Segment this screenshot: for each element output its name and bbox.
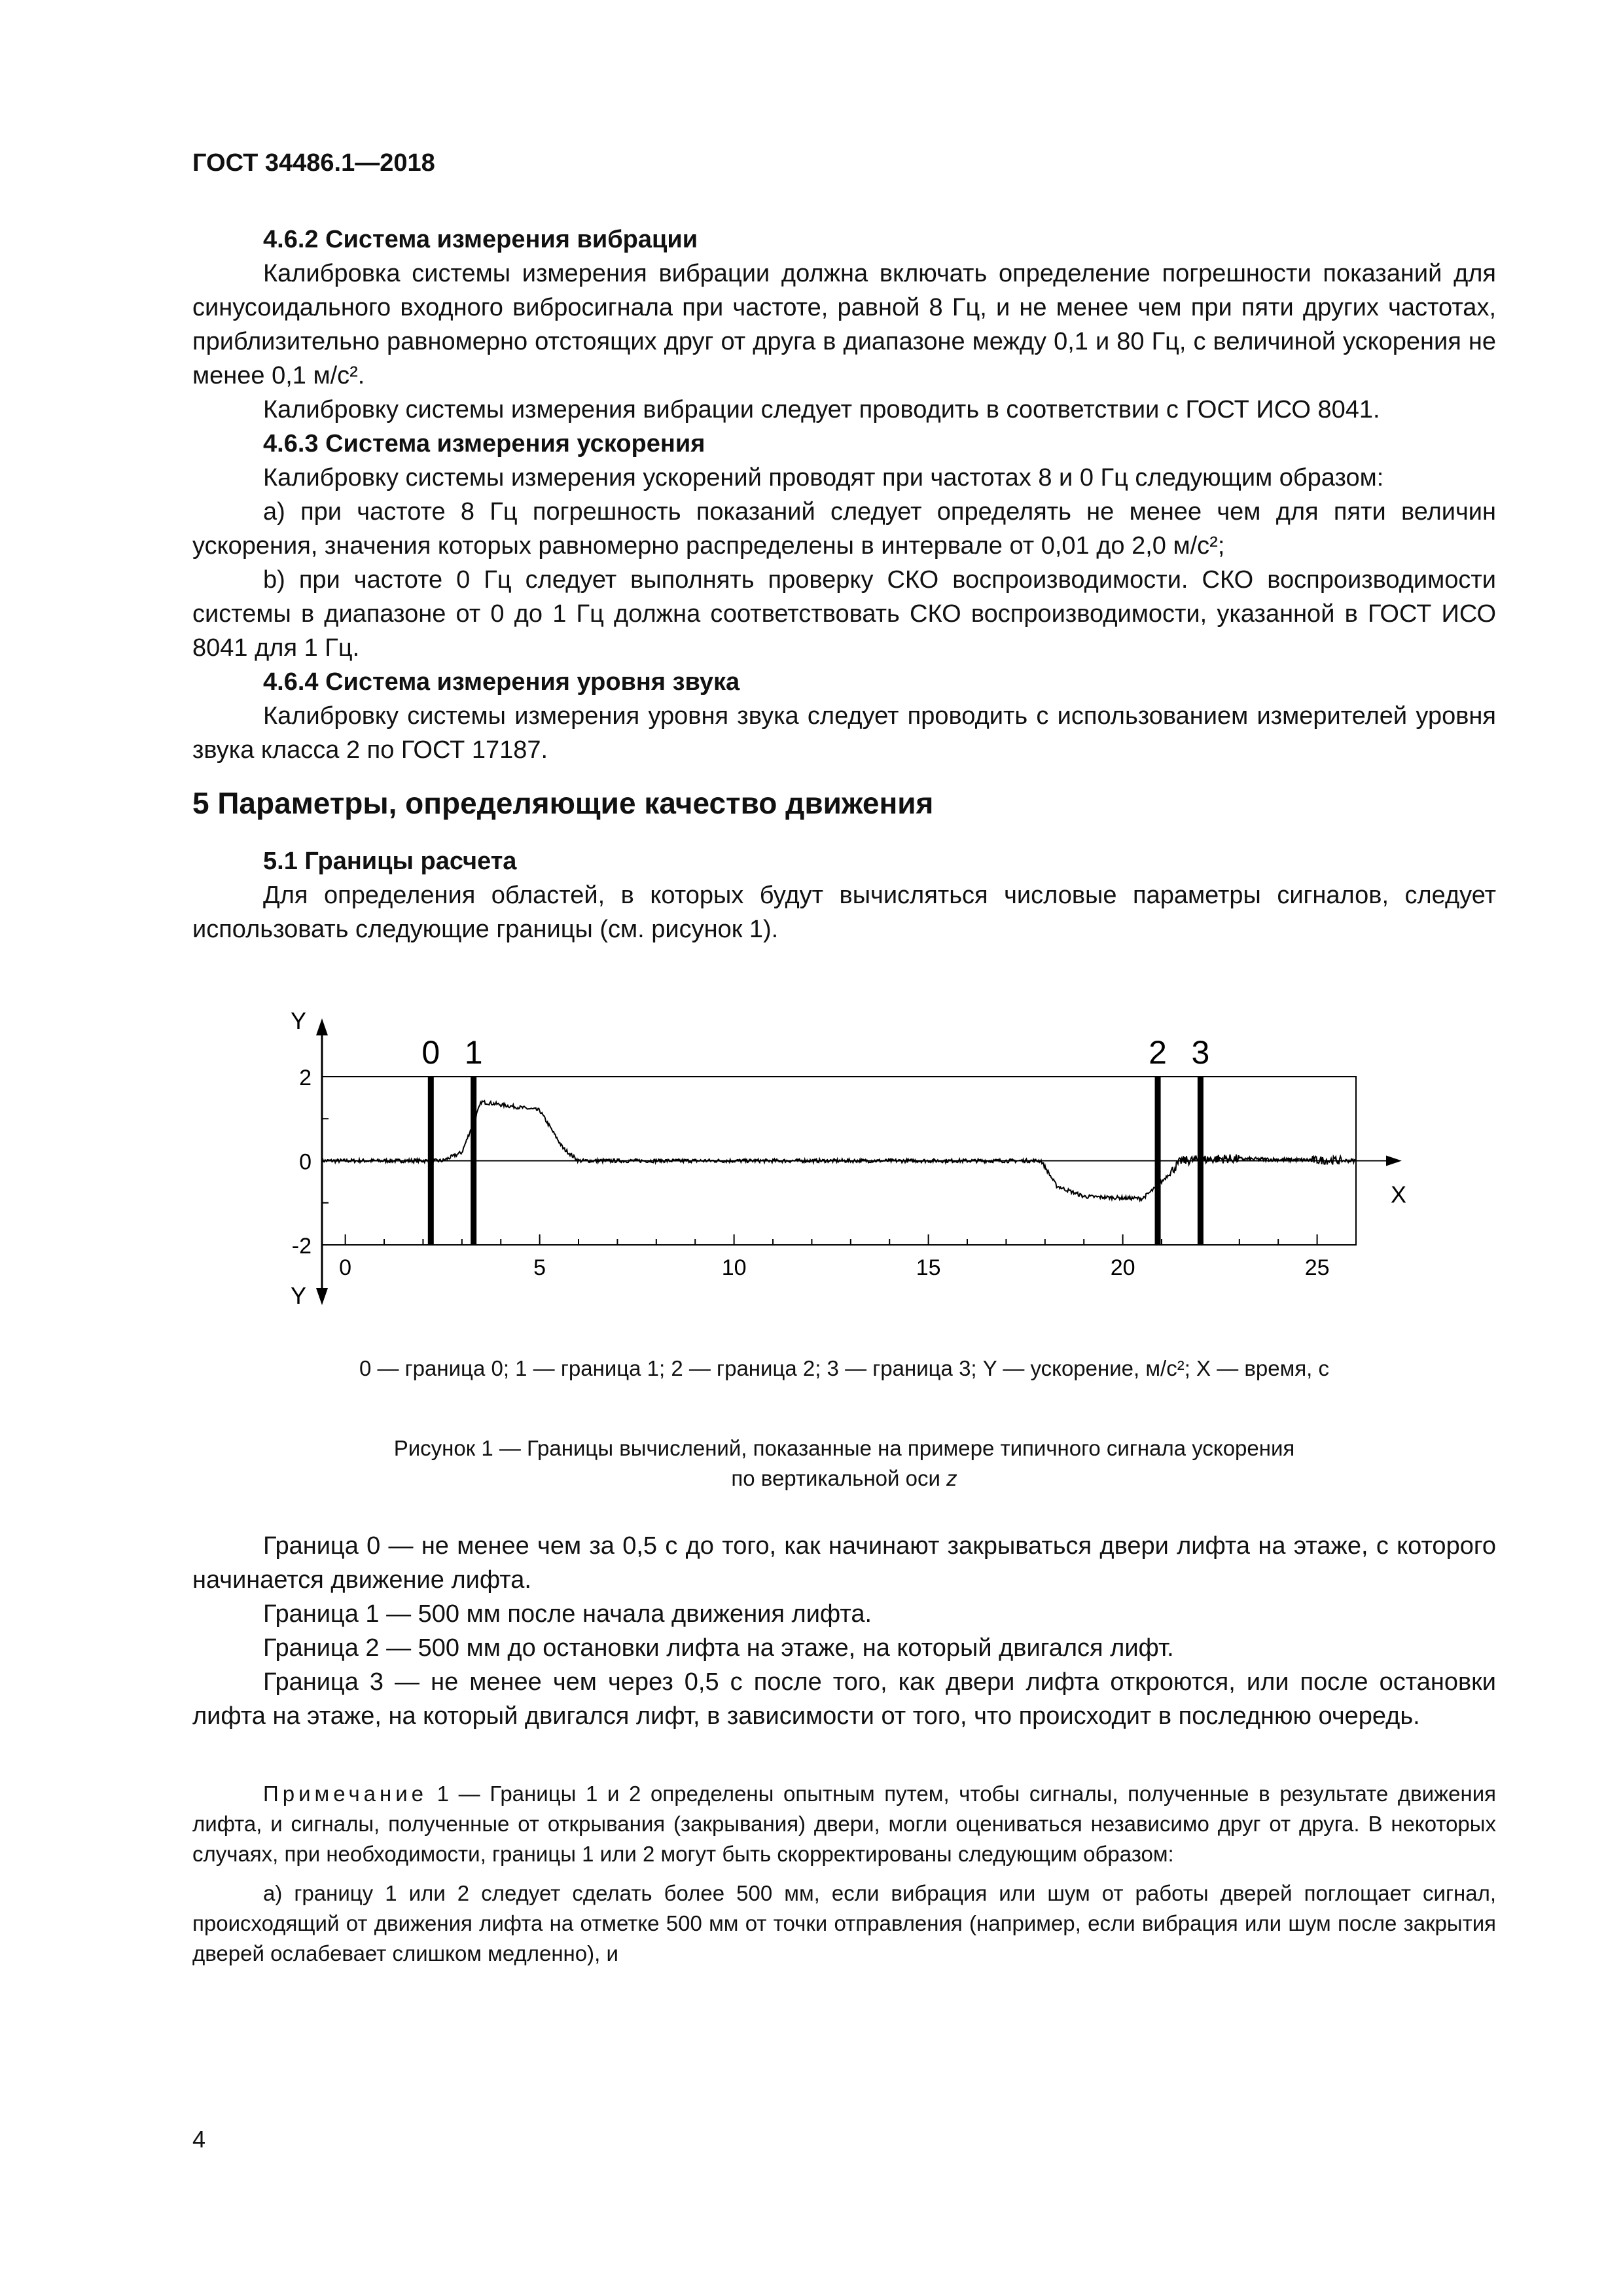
- boundary-0-text: Граница 0 — не менее чем за 0,5 с до того, как начинают закрываться двери лифта на этаже, с которого начинается движение лифта.: [192, 1532, 1496, 1594]
- caption-axis: z: [946, 1466, 957, 1490]
- boundary-1-text: Граница 1 — 500 мм после начала движения лифта.: [263, 1600, 872, 1628]
- y-axis-label-bottom: Y: [291, 1282, 307, 1309]
- page-number: 4: [192, 2126, 206, 2153]
- paragraph-4-6-2-1: Калибровка системы измерения вибрации должна включать определение погрешности показаний для синусоидального входного вибросигнала при частоте, равной 8 Гц, и не менее чем при пяти других частотах, приблизительно равномерно отстоящих друг от друга в диапазоне между 0,1 и 80 Гц, с величиной ускорения не менее 0,1 м/с².: [192, 260, 1496, 389]
- boundary-label-0: 0: [421, 1034, 440, 1071]
- heading-4-6-4: 4.6.4 Система измерения уровня звука: [263, 668, 740, 696]
- y-tick-label: 2: [299, 1066, 312, 1090]
- paragraph-4-6-4-1: Калибровку системы измерения уровня звука следует проводить с использованием измерителей уровня звука класса 2 по ГОСТ 17187.: [192, 702, 1496, 764]
- y-axis-arrow-down: [316, 1288, 328, 1305]
- document-header: ГОСТ 34486.1—2018: [192, 149, 435, 177]
- y-axis-label-top: Y: [291, 1007, 307, 1034]
- note-1-text: Примечание 1 — Границы 1 и 2 определены опытным путем, чтобы сигналы, полученные в результате движения лифта, и сигналы, полученные от открывания (закрывания) двери, могли оцениваться независимо друг от друга. В некоторых случаях, при необходимости, границы 1 или 2 могут быть скорректированы следующим образом:: [192, 1782, 1496, 1866]
- boundary-label-2: 2: [1149, 1034, 1167, 1071]
- boundaries-definitions: [192, 1529, 1496, 1733]
- heading-5-1: 5.1 Границы расчета: [263, 848, 517, 875]
- x-tick-label: 15: [916, 1255, 941, 1280]
- sections-4-6: [192, 223, 1496, 767]
- x-tick-label: 5: [533, 1255, 546, 1280]
- list-item-4-6-3-a: а) при частоте 8 Гц погрешность показаний следует определять не менее чем для пяти величин ускорения, значения которых равномерно распределены в интервале от 0,01 до 2,0 м/с²;: [192, 498, 1496, 560]
- paragraph-5-1-1: Для определения областей, в которых будут вычисляться числовые параметры сигналов, следует использовать следующие границы (см. рисунок 1).: [192, 882, 1496, 943]
- x-tick-label: 10: [721, 1255, 747, 1280]
- caption-line-1: Рисунок 1 — Границы вычислений, показанные на примере типичного сигнала ускорения: [393, 1436, 1295, 1460]
- x-tick-label: 0: [339, 1255, 352, 1280]
- boundary-3-text: Граница 3 — не менее чем через 0,5 с после того, как двери лифта откроются, или после остановки лифта на этаже, на который двигался лифт, в зависимости от того, что происходит в последнюю очередь.: [192, 1668, 1496, 1730]
- heading-4-6-2: 4.6.2 Система измерения вибрации: [263, 226, 698, 253]
- note-1-item-a: а) границу 1 или 2 следует сделать более 500 мм, если вибрация или шум от работы дверей поглощает сигнал, происходящий от движения лифта на отметке 500 мм от точки отправления (например, если вибрация или шум после закрытия дверей ослабевает слишком медленно), и: [192, 1881, 1496, 1965]
- boundary-label-3: 3: [1191, 1034, 1210, 1071]
- y-tick-label: 0: [299, 1149, 312, 1175]
- list-item-4-6-3-b: b) при частоте 0 Гц следует выполнять проверку СКО воспроизводимости. СКО воспроизводимости системы в диапазоне от 0 до 1 Гц должна соответствовать СКО воспроизводимости, указанной в ГОСТ ИСО 8041 для 1 Гц.: [192, 566, 1496, 662]
- y-tick-label: -2: [291, 1234, 312, 1259]
- paragraph-4-6-3-1: Калибровку системы измерения ускорений проводят при частотах 8 и 0 Гц следующим образом:: [263, 464, 1384, 492]
- paragraph-4-6-2-2: Калибровку системы измерения вибрации следует проводить в соответствии с ГОСТ ИСО 8041.: [263, 396, 1380, 423]
- figure-caption: [192, 1433, 1496, 1494]
- boundary-label-1: 1: [464, 1034, 483, 1071]
- x-axis-arrow: [1386, 1156, 1402, 1166]
- note-1: [192, 1779, 1496, 1969]
- x-tick-label: 25: [1304, 1255, 1330, 1280]
- note-label: Примечание: [263, 1782, 428, 1806]
- figure-legend: 0 — граница 0; 1 — граница 1; 2 — граница 2; 3 — граница 3; Y — ускорение, м/с²; X — время, с: [359, 1356, 1330, 1380]
- y-axis-arrow-up: [316, 1018, 328, 1035]
- section-5-1: [192, 844, 1496, 946]
- acceleration-chart: [262, 995, 1440, 1335]
- section-5-title: 5 Параметры, определяющие качество движения: [192, 786, 934, 820]
- x-axis-label: X: [1391, 1181, 1407, 1208]
- caption-line-2: по вертикальной оси z: [731, 1466, 957, 1490]
- heading-4-6-3: 4.6.3 Система измерения ускорения: [263, 430, 705, 457]
- boundary-2-text: Граница 2 — 500 мм до остановки лифта на этаже, на который двигался лифт.: [263, 1634, 1174, 1662]
- x-tick-label: 20: [1110, 1255, 1135, 1280]
